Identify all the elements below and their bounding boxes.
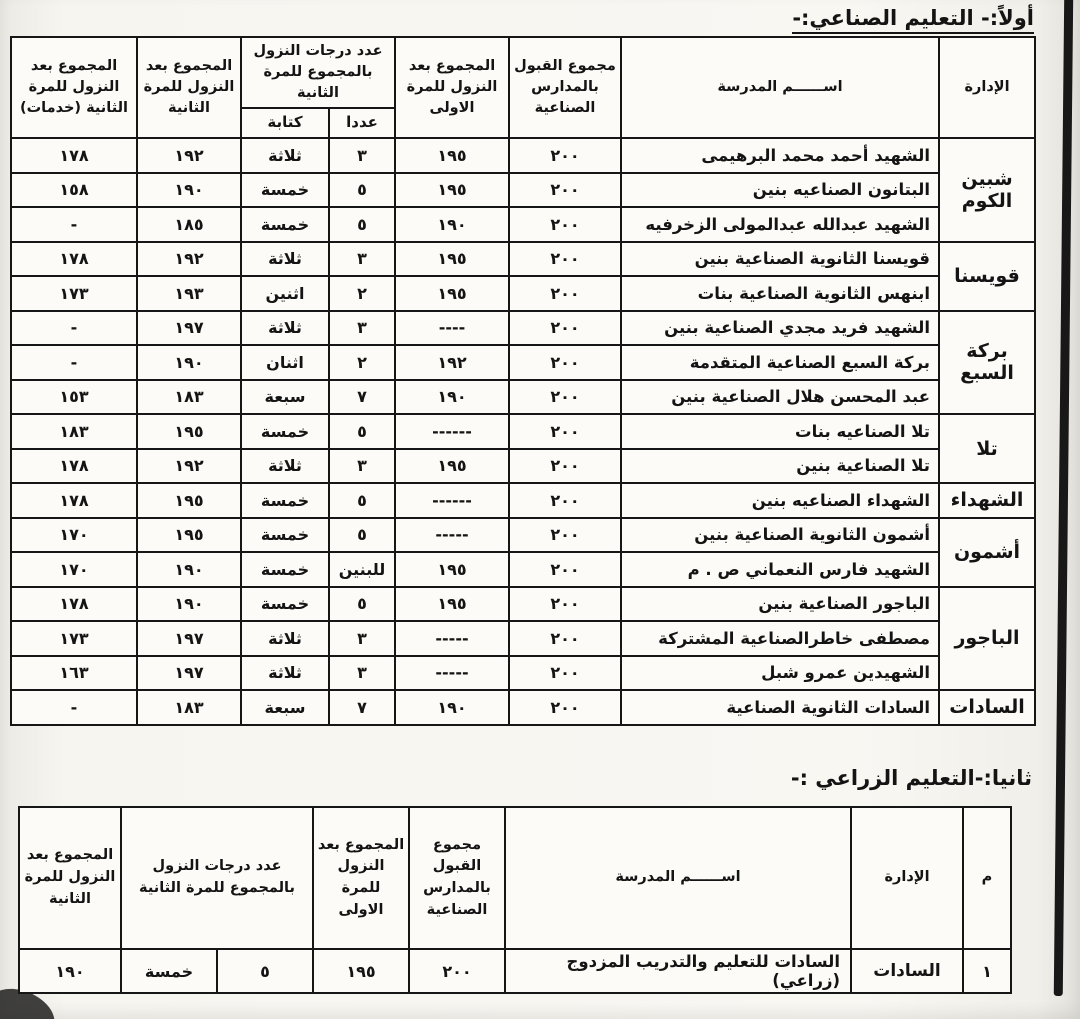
after-first-reduction-cell: ١٩٠: [395, 207, 509, 242]
after-first-reduction-cell: ١٩٥: [395, 449, 509, 484]
after-second-reduction-cell: ١٩٠: [19, 949, 121, 993]
after-second-services-cell: ١٧٣: [11, 621, 137, 656]
reduction-written-cell: خمسة: [241, 552, 329, 587]
header-after-second-reduction: المجموع بعد النزول للمرة الثانية: [19, 807, 121, 949]
school-row: [11, 621, 1035, 656]
reduction-written-cell: سبعة: [241, 380, 329, 415]
section-title-agricultural: ثانيا:-التعليم الزراعي :-: [790, 766, 1032, 790]
reduction-numeric-cell: ٥: [329, 518, 395, 553]
after-first-reduction-cell: -----: [395, 621, 509, 656]
after-first-reduction-cell: ١٩٠: [395, 690, 509, 725]
school-row: [11, 242, 1035, 277]
school-name-cell: الشهيد فارس النعماني ص . م: [621, 552, 939, 587]
after-second-services-cell: ١٧٠: [11, 552, 137, 587]
reduction-written-cell: ثلاثة: [241, 621, 329, 656]
header-reduction-written: كتابة: [241, 108, 329, 138]
school-name-cell: الشهداء الصناعيه بنين: [621, 483, 939, 518]
school-row: [11, 311, 1035, 346]
header-school-name: اســــــم المدرسة: [505, 807, 851, 949]
reduction-numeric-cell: ٣: [329, 656, 395, 691]
after-second-reduction-cell: ١٩٥: [137, 483, 241, 518]
agricultural-education-table: [18, 806, 1012, 994]
school-name-cell: مصطفى خاطرالصناعية المشتركة: [621, 621, 939, 656]
header-after-second-reduction: المجموع بعد النزول للمرة الثانية: [137, 37, 241, 138]
header-after-first-reduction: المجموع بعد النزول للمرة الاولى: [313, 807, 409, 949]
reduction-written-cell: اثنان: [241, 345, 329, 380]
admission-total-cell: ٢٠٠: [509, 138, 621, 173]
district-cell: قويسنا: [939, 242, 1035, 311]
reduction-numeric-cell: ٥: [329, 483, 395, 518]
school-name-cell: الشهيدين عمرو شبل: [621, 656, 939, 691]
reduction-written-cell: ثلاثة: [241, 138, 329, 173]
after-first-reduction-cell: ----: [395, 311, 509, 346]
after-second-reduction-cell: ١٩٢: [137, 242, 241, 277]
after-first-reduction-cell: ------: [395, 414, 509, 449]
after-first-reduction-cell: ١٩٥: [395, 587, 509, 622]
school-name-cell: السادات للتعليم والتدريب المزدوج (زراعي): [505, 949, 851, 993]
agricultural-table-header: [19, 807, 1011, 949]
after-second-services-cell: ١٧٨: [11, 449, 137, 484]
reduction-written-cell: خمسة: [241, 587, 329, 622]
header-admin: الإدارة: [939, 37, 1035, 138]
after-second-reduction-cell: ١٩٠: [137, 587, 241, 622]
reduction-numeric-cell: ٧: [329, 690, 395, 725]
school-name-cell: البتانون الصناعيه بنين: [621, 173, 939, 208]
after-second-services-cell: ١٧٨: [11, 242, 137, 277]
school-name-cell: بركة السبع الصناعية المتقدمة: [621, 345, 939, 380]
after-second-services-cell: ١٨٣: [11, 414, 137, 449]
admission-total-cell: ٢٠٠: [509, 518, 621, 553]
reduction-numeric-cell: ٢: [329, 276, 395, 311]
school-row: [11, 449, 1035, 484]
after-second-reduction-cell: ١٩٧: [137, 656, 241, 691]
after-second-reduction-cell: ١٨٣: [137, 690, 241, 725]
header-reduction-numeric: عددا: [329, 108, 395, 138]
school-row: [11, 690, 1035, 725]
after-second-services-cell: ١٧٨: [11, 587, 137, 622]
after-first-reduction-cell: ١٩٥: [395, 173, 509, 208]
reduction-written-cell: اثنين: [241, 276, 329, 311]
after-second-services-cell: ١٥٣: [11, 380, 137, 415]
reduction-numeric-cell: ٥: [329, 587, 395, 622]
school-row: [11, 587, 1035, 622]
admission-total-cell: ٢٠٠: [509, 483, 621, 518]
after-first-reduction-cell: ١٩٥: [395, 276, 509, 311]
industrial-table-body: [11, 138, 1035, 725]
school-name-cell: الشهيد فريد مجدي الصناعية بنين: [621, 311, 939, 346]
industrial-table-header: [11, 37, 1035, 138]
reduction-written-cell: ثلاثة: [241, 242, 329, 277]
admission-total-cell: ٢٠٠: [509, 552, 621, 587]
district-cell: السادات: [851, 949, 963, 993]
header-reduction-degrees: عدد درجات النزول بالمجموع للمرة الثانية: [121, 807, 313, 949]
after-second-reduction-cell: ١٩٥: [137, 414, 241, 449]
school-name-cell: ابنهس الثانوية الصناعية بنات: [621, 276, 939, 311]
after-second-reduction-cell: ١٩٢: [137, 138, 241, 173]
header-reduction-degrees: عدد درجات النزول بالمجموع للمرة الثانية: [241, 37, 395, 108]
reduction-numeric-cell: ٣: [329, 138, 395, 173]
reduction-numeric-cell: ٥: [329, 207, 395, 242]
school-row: [19, 949, 1011, 993]
admission-total-cell: ٢٠٠: [509, 380, 621, 415]
school-row: [11, 656, 1035, 691]
after-second-services-cell: ١٧٠: [11, 518, 137, 553]
industrial-education-table: [10, 36, 1036, 726]
reduction-written-cell: ثلاثة: [241, 449, 329, 484]
reduction-numeric-cell: ٣: [329, 242, 395, 277]
header-after-second-services: المجموع بعد النزول للمرة الثانية (خدمات): [11, 37, 137, 138]
after-second-services-cell: -: [11, 207, 137, 242]
header-admission-total: مجموع القبول بالمدارس الصناعية: [409, 807, 505, 949]
after-second-services-cell: ١٧٨: [11, 138, 137, 173]
after-second-reduction-cell: ١٩٢: [137, 449, 241, 484]
admission-total-cell: ٢٠٠: [509, 345, 621, 380]
reduction-numeric-cell: ٥: [329, 414, 395, 449]
district-cell: بركة السبع: [939, 311, 1035, 415]
district-cell: أشمون: [939, 518, 1035, 587]
district-cell: الشهداء: [939, 483, 1035, 518]
admission-total-cell: ٢٠٠: [509, 690, 621, 725]
reduction-written-cell: خمسة: [241, 207, 329, 242]
after-first-reduction-cell: ١٩٠: [395, 380, 509, 415]
district-cell: الباجور: [939, 587, 1035, 691]
after-second-services-cell: -: [11, 690, 137, 725]
section-title-industrial: أولاً:- التعليم الصناعي:-: [792, 6, 1034, 34]
after-first-reduction-cell: ١٩٥: [313, 949, 409, 993]
reduction-numeric-cell: ٣: [329, 311, 395, 346]
after-second-services-cell: ١٥٨: [11, 173, 137, 208]
school-row: [11, 276, 1035, 311]
after-second-services-cell: -: [11, 345, 137, 380]
reduction-written-cell: خمسة: [241, 173, 329, 208]
after-second-reduction-cell: ١٩٥: [137, 518, 241, 553]
after-first-reduction-cell: ١٩٥: [395, 242, 509, 277]
district-cell: تلا: [939, 414, 1035, 483]
school-name-cell: عبد المحسن هلال الصناعية بنين: [621, 380, 939, 415]
school-row: [11, 552, 1035, 587]
after-second-reduction-cell: ١٩٠: [137, 173, 241, 208]
after-first-reduction-cell: -----: [395, 518, 509, 553]
admission-total-cell: ٢٠٠: [509, 414, 621, 449]
after-second-services-cell: ١٧٨: [11, 483, 137, 518]
school-name-cell: قويسنا الثانوية الصناعية بنين: [621, 242, 939, 277]
admission-total-cell: ٢٠٠: [509, 449, 621, 484]
header-school-name: اســــــم المدرسة: [621, 37, 939, 138]
school-name-cell: الشهيد عبدالله عبدالمولى الزخرفيه: [621, 207, 939, 242]
reduction-written-cell: ثلاثة: [241, 656, 329, 691]
school-name-cell: تلا الصناعية بنين: [621, 449, 939, 484]
school-row: [11, 380, 1035, 415]
header-admin: الإدارة: [851, 807, 963, 949]
school-row: [11, 414, 1035, 449]
after-second-services-cell: -: [11, 311, 137, 346]
district-cell: شبين الكوم: [939, 138, 1035, 242]
after-second-reduction-cell: ١٩٠: [137, 345, 241, 380]
row-number-cell: ١: [963, 949, 1011, 993]
admission-total-cell: ٢٠٠: [509, 207, 621, 242]
school-row: [11, 518, 1035, 553]
admission-total-cell: ٢٠٠: [509, 242, 621, 277]
admission-total-cell: ٢٠٠: [409, 949, 505, 993]
reduction-numeric-cell: ٥: [217, 949, 313, 993]
admission-total-cell: ٢٠٠: [509, 656, 621, 691]
reduction-written-cell: خمسة: [241, 483, 329, 518]
header-row-number: م: [963, 807, 1011, 949]
after-second-reduction-cell: ١٩٠: [137, 552, 241, 587]
admission-total-cell: ٢٠٠: [509, 621, 621, 656]
school-row: [11, 173, 1035, 208]
school-row: [11, 138, 1035, 173]
after-second-reduction-cell: ١٩٧: [137, 621, 241, 656]
after-first-reduction-cell: ١٩٥: [395, 552, 509, 587]
after-first-reduction-cell: -----: [395, 656, 509, 691]
reduction-numeric-cell: للبنين: [329, 552, 395, 587]
reduction-written-cell: خمسة: [121, 949, 217, 993]
after-second-services-cell: ١٦٣: [11, 656, 137, 691]
reduction-numeric-cell: ٣: [329, 449, 395, 484]
reduction-numeric-cell: ٧: [329, 380, 395, 415]
after-second-reduction-cell: ١٨٥: [137, 207, 241, 242]
after-second-reduction-cell: ١٩٧: [137, 311, 241, 346]
admission-total-cell: ٢٠٠: [509, 587, 621, 622]
after-second-services-cell: ١٧٣: [11, 276, 137, 311]
school-name-cell: تلا الصناعيه بنات: [621, 414, 939, 449]
header-after-first-reduction: المجموع بعد النزول للمرة الاولى: [395, 37, 509, 138]
agricultural-table-body: [19, 949, 1011, 993]
reduction-numeric-cell: ٢: [329, 345, 395, 380]
reduction-numeric-cell: ٥: [329, 173, 395, 208]
school-row: [11, 207, 1035, 242]
school-name-cell: الشهيد أحمد محمد البرهيمى: [621, 138, 939, 173]
reduction-numeric-cell: ٣: [329, 621, 395, 656]
reduction-written-cell: سبعة: [241, 690, 329, 725]
reduction-written-cell: ثلاثة: [241, 311, 329, 346]
after-second-reduction-cell: ١٩٣: [137, 276, 241, 311]
after-second-reduction-cell: ١٨٣: [137, 380, 241, 415]
school-row: [11, 345, 1035, 380]
header-admission-total: مجموع القبول بالمدارس الصناعية: [509, 37, 621, 138]
reduction-written-cell: خمسة: [241, 414, 329, 449]
admission-total-cell: ٢٠٠: [509, 173, 621, 208]
scan-edge-shadow: [1054, 0, 1073, 996]
school-name-cell: الباجور الصناعية بنين: [621, 587, 939, 622]
school-name-cell: السادات الثانوية الصناعية: [621, 690, 939, 725]
admission-total-cell: ٢٠٠: [509, 311, 621, 346]
admission-total-cell: ٢٠٠: [509, 276, 621, 311]
after-first-reduction-cell: ١٩٥: [395, 138, 509, 173]
after-first-reduction-cell: ------: [395, 483, 509, 518]
reduction-written-cell: خمسة: [241, 518, 329, 553]
school-name-cell: أشمون الثانوية الصناعية بنين: [621, 518, 939, 553]
after-first-reduction-cell: ١٩٢: [395, 345, 509, 380]
school-row: [11, 483, 1035, 518]
district-cell: السادات: [939, 690, 1035, 725]
